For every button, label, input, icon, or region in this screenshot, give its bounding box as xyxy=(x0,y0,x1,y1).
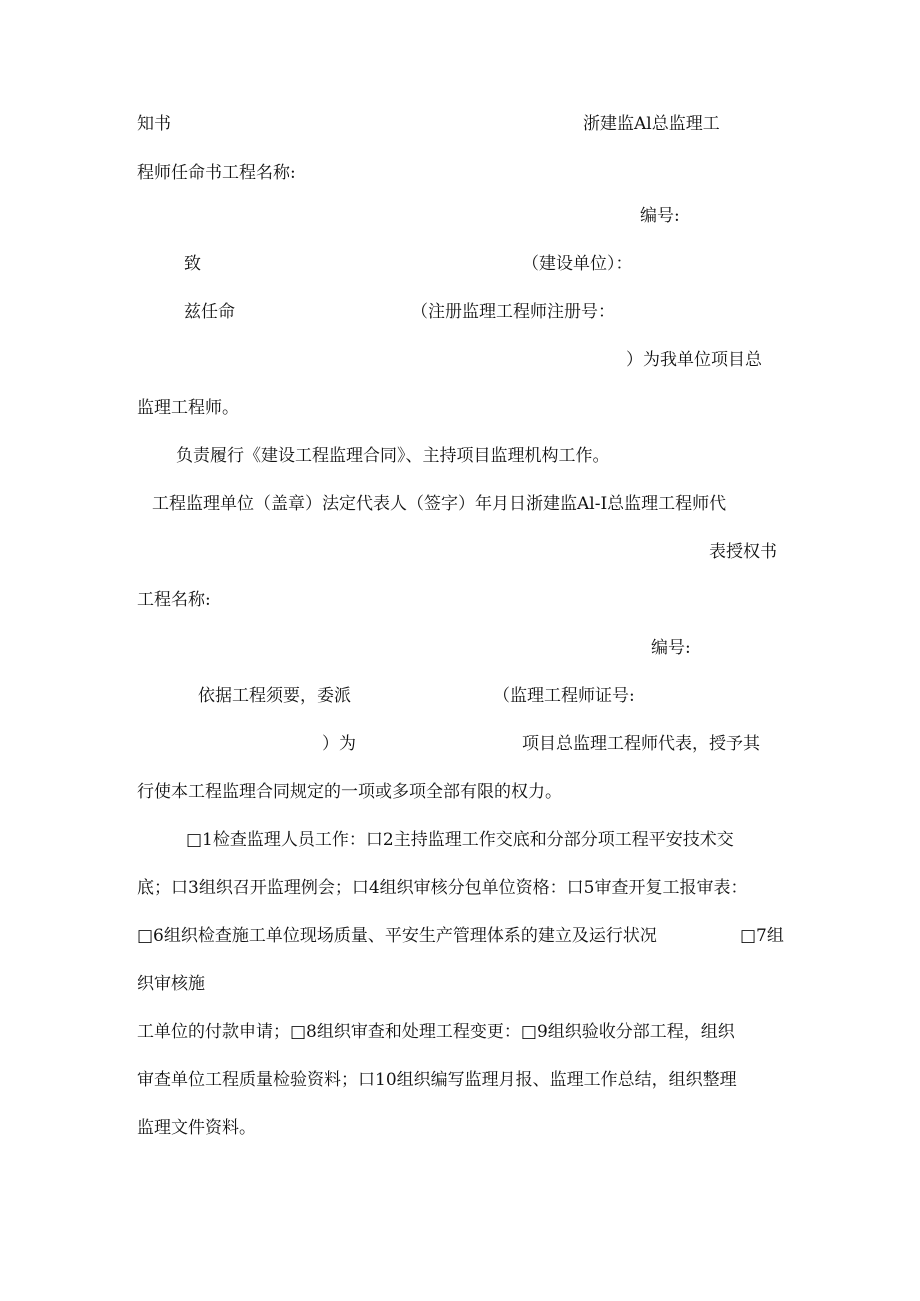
items-line-7: 监理文件资料。 xyxy=(137,1118,256,1138)
items-line-3a: □6组织检查施工单位现场质量、平安生产管理体系的建立及运行状况 xyxy=(137,926,657,946)
project-name-label: 工程名称: xyxy=(137,590,211,610)
items-line-5: 工单位的付款申请；□8组织审查和处理工程变更：□9组织验收分部工程，组织 xyxy=(137,1022,735,1042)
number-label-1: 编号: xyxy=(640,206,680,226)
signature-line: 工程监理单位（盖章）法定代表人（签字）年月日浙建监Al-I总监理工程师代 xyxy=(152,494,727,514)
signature-line-end: 表授权书 xyxy=(709,542,777,562)
number-label-2: 编号: xyxy=(651,638,691,658)
header-right-text: 浙建监Al总监理工 xyxy=(583,114,720,134)
items-line-4: 织审核施 xyxy=(137,974,205,994)
header-left-text: 知书 xyxy=(137,114,171,134)
representative-label: 项目总监理工程师代表，授予其 xyxy=(522,734,760,754)
appoint-tail: ）为我单位项目总 xyxy=(626,350,762,370)
authority-text: 行使本工程监理合同规定的一项或多项全部有限的权力。 xyxy=(137,782,562,802)
registration-label: （注册监理工程师注册号： xyxy=(411,302,615,322)
duty-text: 负责履行《建设工程监理合同》、主持项目监理机构工作。 xyxy=(176,446,610,466)
appoint-label: 兹任命 xyxy=(184,302,235,322)
items-line-2: 底；口3组织召开监理例会；口4组织审核分包单位资格：口5审查开复工报审表： xyxy=(137,878,748,898)
items-line-1: □1检查监理人员工作：口2主持监理工作交底和分部分项工程平安技术交 xyxy=(186,830,734,850)
items-line-6: 审查单位工程质量检验资料；口10组织编写监理月报、监理工作总结，组织整理 xyxy=(137,1070,737,1090)
delegate-label: 依据工程须要，委派 xyxy=(198,686,351,706)
as-label: ）为 xyxy=(322,734,356,754)
appoint-end: 监理工程师。 xyxy=(137,398,239,418)
title-line: 程师任命书工程名称: xyxy=(137,163,296,183)
certificate-label: （监理工程师证号: xyxy=(493,686,635,706)
to-label: 致 xyxy=(184,254,201,274)
items-line-3b: □7组 xyxy=(740,926,784,946)
builder-label: （建设单位）： xyxy=(522,254,633,274)
